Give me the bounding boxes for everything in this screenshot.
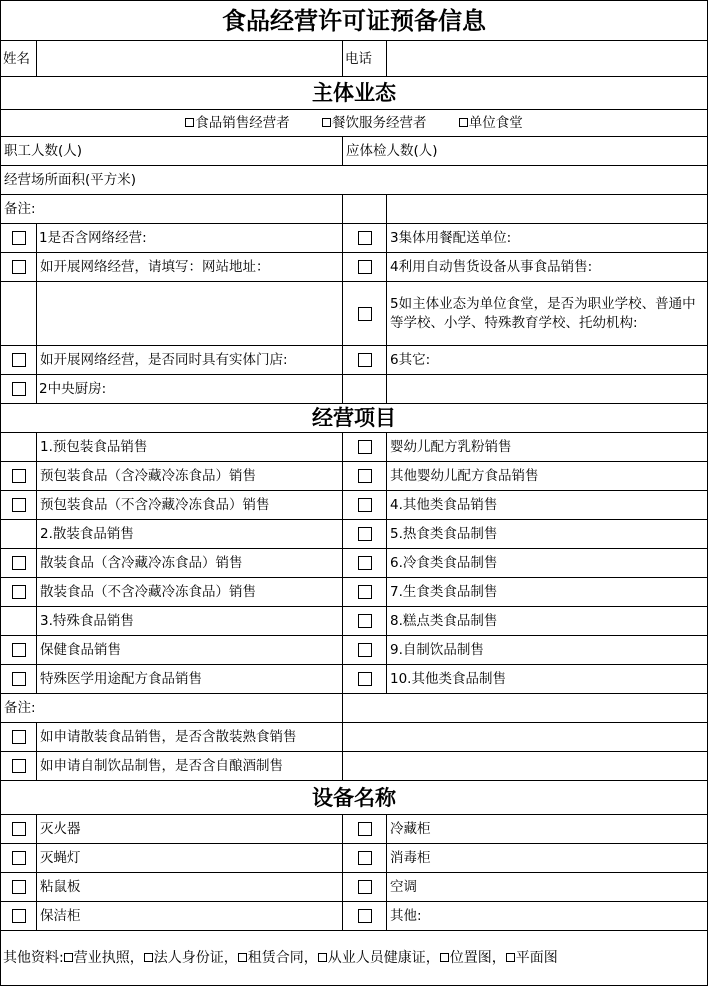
checkbox-icon[interactable]: [506, 953, 515, 962]
business-rows: [1, 433, 708, 694]
bulk-cooked-note: 如申请散装食品销售，是否含散装熟食销售: [37, 723, 343, 752]
business-row: [1, 578, 708, 607]
other-document-option[interactable]: 租赁合同，: [238, 950, 318, 966]
business-item-left: 1.预包装食品销售: [37, 433, 343, 462]
other-document-option[interactable]: 从业人员健康证，: [318, 950, 440, 966]
business-row: [1, 665, 708, 694]
other-document-option[interactable]: 位置图，: [440, 950, 506, 966]
checkbox-icon[interactable]: [238, 953, 247, 962]
checkbox-icon[interactable]: [12, 498, 26, 512]
physical-store-question: 如开展网络经营，是否同时具有实体门店:: [37, 346, 343, 375]
business-notes-label: 备注:: [1, 694, 343, 723]
notes-label: 备注:: [1, 195, 343, 224]
equipment-item-right: 消毒柜: [387, 844, 708, 873]
other-question: 6其它:: [387, 346, 708, 375]
business-item-left: 特殊医学用途配方食品销售: [37, 665, 343, 694]
checkbox-icon[interactable]: [459, 118, 468, 127]
checkbox-icon[interactable]: [12, 759, 26, 773]
checkbox-icon[interactable]: [358, 527, 372, 541]
checkbox-icon[interactable]: [358, 880, 372, 894]
business-item-right: 其他婴幼儿配方食品销售: [387, 462, 708, 491]
business-item-left: 预包装食品（含冷藏冷冻食品）销售: [37, 462, 343, 491]
checkbox-icon[interactable]: [358, 260, 372, 274]
business-item-right: 8.糕点类食品制售: [387, 607, 708, 636]
checkbox-icon[interactable]: [12, 909, 26, 923]
school-canteen-question: 5如主体业态为单位食堂，是否为职业学校、普通中等学校、小学、特殊教育学校、托幼机构:: [387, 282, 708, 346]
checkbox-icon[interactable]: [358, 231, 372, 245]
business-item-right: 5.热食类食品制售: [387, 520, 708, 549]
phone-label: 电话: [343, 41, 387, 77]
checkbox-icon[interactable]: [358, 614, 372, 628]
homebrew-note: 如申请自制饮品制售，是否含自酿酒制售: [37, 752, 343, 781]
business-item-right: 10.其他类食品制售: [387, 665, 708, 694]
checkbox-icon[interactable]: [358, 353, 372, 367]
checkbox-icon[interactable]: [12, 643, 26, 657]
equipment-item-left: 灭火器: [37, 815, 343, 844]
business-item-right: 婴幼儿配方乳粉销售: [387, 433, 708, 462]
form-title: 食品经营许可证预备信息: [1, 1, 708, 41]
business-item-right: 9.自制饮品制售: [387, 636, 708, 665]
vending-question: 4利用自动售货设备从事食品销售:: [387, 253, 708, 282]
checkbox-icon[interactable]: [12, 469, 26, 483]
checkbox-icon[interactable]: [64, 953, 73, 962]
equipment-item-left: 保洁柜: [37, 902, 343, 931]
checkbox-icon[interactable]: [12, 880, 26, 894]
checkbox-icon[interactable]: [12, 231, 26, 245]
health-check-label: 应体检人数(人): [343, 137, 708, 166]
checkbox-icon[interactable]: [358, 643, 372, 657]
checkbox-icon[interactable]: [358, 556, 372, 570]
equipment-item-left: 灭蝇灯: [37, 844, 343, 873]
checkbox-icon[interactable]: [12, 556, 26, 570]
business-item-right: 6.冷食类食品制售: [387, 549, 708, 578]
business-item-right: 7.生食类食品制售: [387, 578, 708, 607]
checkbox-icon[interactable]: [12, 353, 26, 367]
other-document-option[interactable]: 平面图: [506, 950, 558, 966]
equipment-item-right: 其他:: [387, 902, 708, 931]
name-label: 姓名: [1, 41, 37, 77]
checkbox-icon[interactable]: [12, 585, 26, 599]
equipment-row: [1, 873, 708, 902]
equipment-row: [1, 844, 708, 873]
option-food-sales[interactable]: 食品销售经营者: [185, 115, 290, 131]
business-item-left: 3.特殊食品销售: [37, 607, 343, 636]
checkbox-icon[interactable]: [358, 672, 372, 686]
equipment-item-right: 空调: [387, 873, 708, 902]
checkbox-icon[interactable]: [358, 469, 372, 483]
business-row: [1, 433, 708, 462]
business-row: [1, 636, 708, 665]
equipment-rows: [1, 815, 708, 931]
business-item-left: 2.散装食品销售: [37, 520, 343, 549]
business-row: [1, 520, 708, 549]
checkbox-icon[interactable]: [318, 953, 327, 962]
checkbox-icon[interactable]: [144, 953, 153, 962]
option-canteen[interactable]: 单位食堂: [459, 115, 523, 131]
business-item-left: 预包装食品（不含冷藏冷冻食品）销售: [37, 491, 343, 520]
checkbox-icon[interactable]: [12, 851, 26, 865]
checkbox-icon[interactable]: [12, 672, 26, 686]
checkbox-icon[interactable]: [358, 498, 372, 512]
checkbox-icon[interactable]: [12, 382, 26, 396]
checkbox-icon[interactable]: [440, 953, 449, 962]
checkbox-icon[interactable]: [322, 118, 331, 127]
equipment-item-right: 冷藏柜: [387, 815, 708, 844]
group-meal-question: 3集体用餐配送单位:: [387, 224, 708, 253]
website-field[interactable]: [37, 282, 343, 346]
equipment-row: [1, 902, 708, 931]
online-business-question: 1是否含网络经营:: [37, 224, 343, 253]
other-documents-items: [64, 950, 558, 966]
central-kitchen-question: 2中央厨房:: [37, 375, 343, 404]
business-row: [1, 607, 708, 636]
other-documents-row: [1, 931, 708, 986]
checkbox-icon[interactable]: [358, 585, 372, 599]
checkbox-icon[interactable]: [358, 307, 372, 321]
equipment-heading: 设备名称: [1, 781, 708, 815]
website-question: 如开展网络经营，请填写：网站地址：: [37, 253, 343, 282]
name-field[interactable]: [37, 41, 343, 77]
main-body-options: [1, 110, 708, 137]
other-document-option[interactable]: 营业执照，: [64, 950, 144, 966]
staff-count-label: 职工人数(人): [1, 137, 343, 166]
equipment-row: [1, 815, 708, 844]
other-documents-label: 其他资料:: [3, 950, 64, 966]
business-row: [1, 491, 708, 520]
business-row: [1, 462, 708, 491]
area-label: 经营场所面积(平方米): [1, 166, 708, 195]
main-body-heading: 主体业态: [1, 77, 708, 110]
phone-field[interactable]: [387, 41, 708, 77]
business-item-left: 散装食品（不含冷藏冷冻食品）销售: [37, 578, 343, 607]
business-item-left: 保健食品销售: [37, 636, 343, 665]
option-catering[interactable]: 餐饮服务经营者: [322, 115, 427, 131]
checkbox-icon[interactable]: [358, 822, 372, 836]
checkbox-icon[interactable]: [358, 440, 372, 454]
checkbox-icon[interactable]: [358, 851, 372, 865]
checkbox-icon[interactable]: [185, 118, 194, 127]
checkbox-icon[interactable]: [12, 730, 26, 744]
business-heading: 经营项目: [1, 404, 708, 433]
checkbox-icon[interactable]: [12, 822, 26, 836]
business-item-left: 散装食品（含冷藏冷冻食品）销售: [37, 549, 343, 578]
checkbox-icon[interactable]: [358, 909, 372, 923]
business-row: [1, 549, 708, 578]
business-item-right: 4.其他类食品销售: [387, 491, 708, 520]
equipment-item-left: 粘鼠板: [37, 873, 343, 902]
checkbox-icon[interactable]: [12, 260, 26, 274]
other-document-option[interactable]: 法人身份证，: [144, 950, 238, 966]
